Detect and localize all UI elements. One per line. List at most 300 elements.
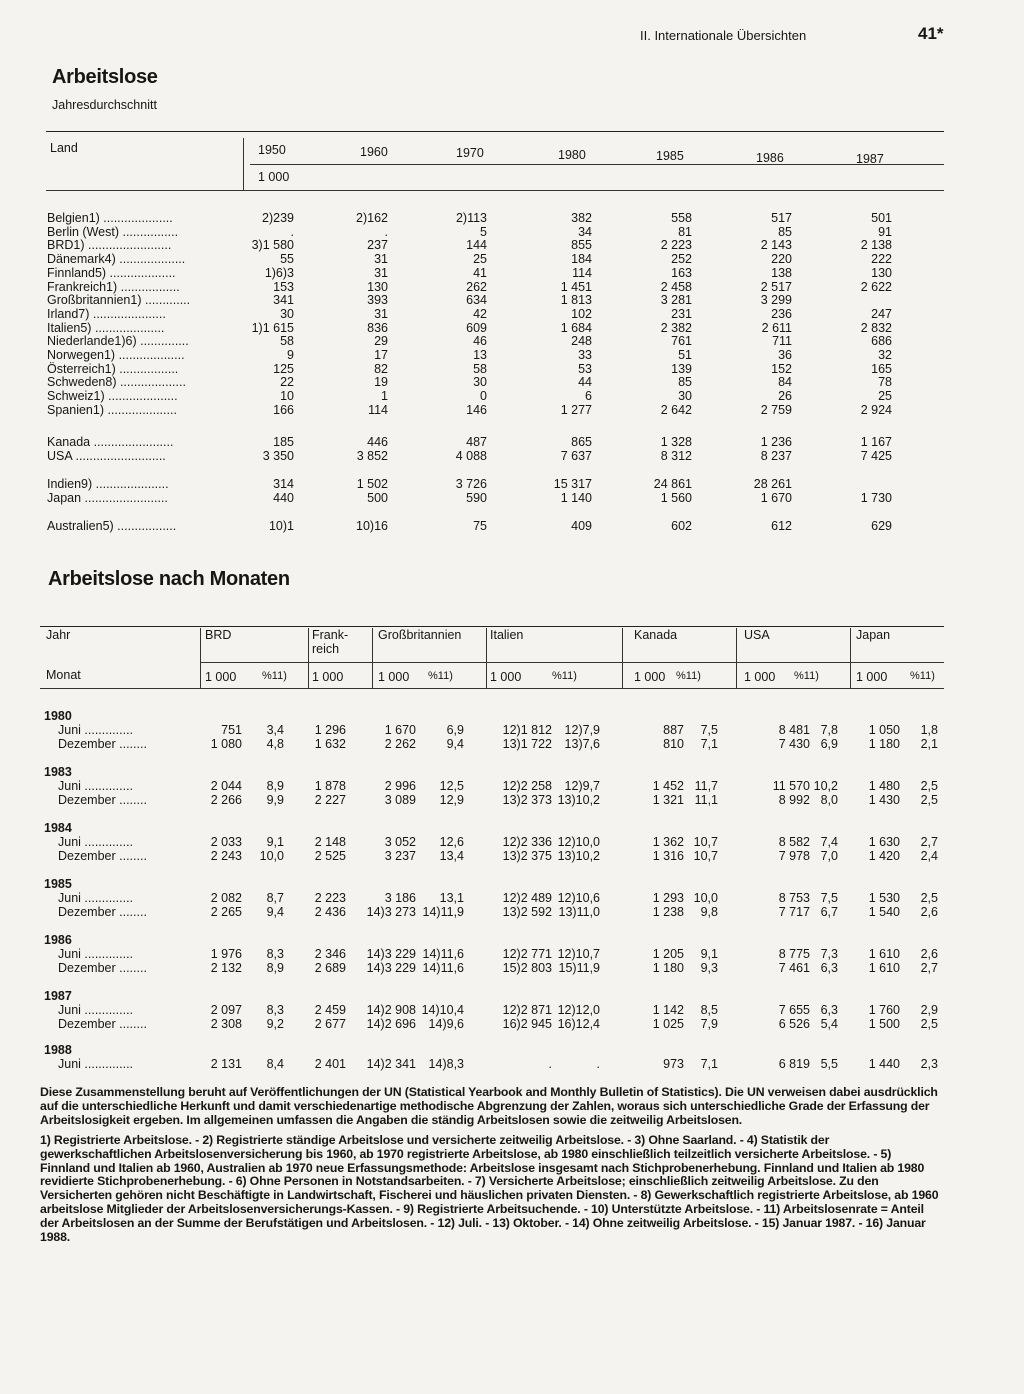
table1-cell: 46 [473,334,487,349]
table1-cell: 761 [671,334,692,349]
percent-unit-label: %11) [910,670,935,682]
footnote-list: 1) Registrierte Arbeitslose. - 2) Registrierte ständige Arbeitslose und versicherte zeitweilig Arbeitslose. - 3) Ohne Saarland. - 4) Statistik der gewerkschaftlichen Arbeitslosenversicherung bis 1960, ab 1970 registrierte Arbeitslose, ab 1980 einschließlich teilzeitlich versicherte Arbeitslose. - 5) Finnland und Italien ab 1960, Australien ab 1970 neue Erfassungsmethode: Arbeitslose insgesamt nach Stichprobenerhebung. Finnland und Italien ab 1980 revidierte Stichprobenerhebung. - 6) Ohne Personen in Notstandsarbeiten. - 7) Versicherte Arbeitslose; einschließlich zeitweilig Arbeitslose. Zu den Versicherten gehören nicht Beschäftigte in Landwirtschaft, Fischerei und häuslichen privaten Diensten. - 8) Gewerkschaftlich registrierte Arbeitslose, ab 1960 arbeitslose Mitglieder der Arbeitslosenversicherungs-Kassen. - 9) Registrierte Arbeitsuchende. - 10) Unterstützte Arbeitslose. - 11) Arbeitslosenrate = Anteil der Arbeitslosen an der Summe der Berufstätigen und Arbeitslosen. - 12) Juli. - 13) Oktober. - 14) Ohne zeitweilig Arbeitslose. - 15) Januar 1987. - 16) Januar 1988. [40,1132,939,1245]
table2-cell: 8,9 [266,960,284,975]
table2-cell: 2 262 [384,736,416,751]
table2-cell: 12)2 771 [502,947,552,961]
table2-cell: 751 [221,723,242,737]
table2-value-column [364,724,464,752]
table1-cell: 1 140 [560,490,592,505]
table1-cell: 34 [578,224,592,239]
table1-value-column [377,478,487,505]
table1-cell: 7 425 [860,448,892,463]
year-label: 1987 [44,989,72,1003]
table2-cell: 2 082 [210,891,242,905]
table2-cell: 1 180 [652,960,684,975]
table1-cell: 31 [374,265,388,280]
thousand-unit-label: 1 000 [378,670,410,684]
table1-cell: 609 [466,320,487,335]
table2-mid-rule [200,662,944,663]
table2-cell: 2,5 [920,891,938,905]
table1-cell: . [290,224,294,239]
table2-value-column [618,1004,718,1032]
table1-value-column [782,478,892,505]
table2-cell: 8 992 [778,792,810,807]
table1-cell: 114 [368,402,388,417]
table2-country-header: USA [744,628,770,642]
country-label: Niederlande1)6) .............. [47,334,189,349]
table2-cell: 2 689 [314,960,346,975]
table2-cell: 14)3 229 [366,960,416,975]
table1-cell: 2 458 [660,279,692,294]
table2-value-column [838,948,938,976]
table2-cell: 13)2 375 [502,848,552,863]
table1-value-column [582,478,692,505]
table2-cell: 7 655 [778,1003,810,1017]
country-label: Schweiz1) .................... [47,389,178,404]
percent-unit-label: %11) [676,670,701,682]
table1-cell: 33 [578,348,592,363]
table2-cell: 1 321 [652,792,684,807]
table1-cell: 51 [678,348,692,363]
table2-cell: 1 610 [868,960,900,975]
table2-cell: 3,4 [266,723,284,737]
table1-cell: . [384,224,388,239]
table1-cell: 262 [466,279,487,294]
table1-cell: 5 [480,224,487,239]
thousand-unit-label: 1 000 [205,670,237,684]
percent-unit-label: %11) [428,670,453,682]
country-label: Frankreich1) ................. [47,279,180,294]
table1-value-column [682,520,792,534]
table1-cell: 711 [772,334,792,349]
table1-cell: 612 [771,519,792,533]
table2-cell: 7,9 [700,1016,718,1031]
table1-cell: 165 [871,361,892,376]
table2-cell: 2 148 [314,835,346,849]
table2-cell: 11,1 [694,792,718,807]
table1-cell: 42 [473,306,487,321]
table2-cell: 13)11,0 [558,904,600,919]
table1-year-header: 1986 [756,150,784,165]
table2-cell: 8,7 [266,891,284,905]
table2-cell: 12)10,0 [557,835,600,849]
table1-cell: 29 [374,334,388,349]
table2-cell: 2 132 [210,960,242,975]
table2-cell: 14)11,9 [422,904,464,919]
table2-cell: 12)2 258 [502,779,552,793]
table2-cell: 1 420 [868,848,900,863]
country-label: Indien9) ..................... [47,478,169,491]
table1-cell: 2)162 [356,211,388,225]
month-label: Juni .............. [58,891,134,905]
table1-cell: 30 [678,389,692,404]
table1-header-bottom-rule [46,190,944,191]
table2-jahr-header: Jahr [46,628,71,642]
table1-cell [782,478,892,492]
table2-cell: 15)11,9 [558,960,600,975]
table1-cell: 139 [671,361,692,376]
table2-country-header: Frank- reich [312,628,349,656]
year-label: 1984 [44,821,72,835]
table2-cell: 2 265 [210,904,242,919]
table1-cell: 314 [273,477,294,491]
table1-cell: 2 382 [660,320,692,335]
country-label: Österreich1) ................. [47,361,179,376]
table2-value-column [618,892,718,920]
table1-cell: 247 [871,306,892,321]
table1-value-column [682,478,792,505]
percent-unit-label: %11) [262,670,287,682]
table1-cell: 3 852 [356,448,388,463]
table2-cell: 2 401 [314,1057,346,1071]
table2-cell: 10,7 [693,835,718,849]
table1-cell: 602 [671,519,692,533]
table1-cell: 446 [367,435,388,449]
table2-cell: 9,2 [266,1016,284,1031]
table1-cell: 44 [578,375,592,390]
table2-value-column [838,1058,938,1072]
table2-cell: 2,7 [920,835,938,849]
month-label: Dezember ........ [58,792,147,807]
table2-cell: 16)2 945 [502,1016,552,1031]
table1-title: Arbeitslose [52,66,158,88]
table1-cell: 22 [280,375,294,390]
table2-column-divider [850,628,851,688]
table2-value-column [364,948,464,976]
table1-value-column [482,520,592,534]
table2-cell: 7,1 [700,736,718,751]
table1-cell: 3 350 [262,448,294,463]
table2-value-column [838,780,938,808]
table2-cell: 13)7,6 [564,736,600,751]
table2-cell: 2 346 [314,947,346,961]
table2-cell: 13,1 [439,891,464,905]
table1-value-column [682,436,792,463]
table2-cell: 1 480 [868,779,900,793]
table2-cell: 14)9,6 [428,1016,464,1031]
table1-cell: 185 [273,435,294,449]
table2-cell: 887 [663,723,684,737]
month-label: Dezember ........ [58,904,147,919]
table1-value-column [782,212,892,418]
table2-cell: 2 243 [210,848,242,863]
table1-cell: 26 [778,389,792,404]
table2-cell: 3 237 [384,848,416,863]
table2-column-divider [486,628,487,688]
table1-value-column [582,520,692,534]
table1-cell: 31 [374,252,388,267]
table1-land-header: Land [50,141,78,155]
table2-value-column [838,892,938,920]
table1-subtitle: Jahresdurchschnitt [52,98,157,112]
country-label: Großbritannien1) ............. [47,293,191,308]
year-label: 1983 [44,765,72,779]
month-label: Juni .............. [58,1057,134,1071]
table2-cell: 9,9 [266,792,284,807]
table2-value-column [364,780,464,808]
table2-cell: 1 142 [652,1003,684,1017]
table1-cell: 865 [571,435,592,449]
table1-cell: 78 [878,375,892,390]
table2-country-header: BRD [205,628,232,642]
table1-cell: 2 759 [760,402,792,417]
table1-cell: 487 [466,435,487,449]
table2-cell: 12)2 489 [502,891,552,905]
table1-year-header: 1985 [656,149,684,163]
table2-cell: 8,0 [820,792,838,807]
table2-cell: 7 717 [778,904,810,919]
table2-cell: 9,3 [700,960,718,975]
country-label: Australien5) ................. [47,520,177,533]
table1-cell: 855 [571,238,592,253]
country-label: Belgien1) .................... [47,212,173,225]
thousand-unit-label: 1 000 [856,670,888,684]
table1-cell: 9 [287,348,294,363]
table2-cell: 7 978 [778,848,810,863]
table2-cell: 2 033 [210,835,242,849]
table1-cell: 341 [273,293,294,308]
table2-cell: 14)2 908 [366,1003,416,1017]
table2-cell: 12)10,6 [557,891,600,905]
table2-country-header: Großbritannien [378,628,462,642]
table2-cell: 6,9 [820,736,838,751]
table1-cell: 2 517 [760,279,792,294]
table1-value-column [782,436,892,463]
table2-cell: 10,0 [693,891,718,905]
table2-cell: 7,4 [820,835,838,849]
table2-cell: 12)10,7 [557,947,600,961]
table1-cell: 3 726 [455,477,487,491]
table2-cell: 12)7,9 [564,723,600,737]
table1-value-column [278,520,388,534]
thousand-unit-label: 1 000 [634,670,666,684]
table2-country-header: Kanada [634,628,678,642]
table2-value-column [364,836,464,864]
table2-cell: 12,6 [439,835,464,849]
table1-cell: 393 [367,293,388,308]
table1-cell: 2 622 [860,279,892,294]
table1-cell: 53 [578,361,592,376]
table2-cell: 1 080 [210,736,242,751]
table2-cell: 2 266 [210,792,242,807]
table1-cell: 1 813 [560,293,592,308]
table1-cell: 501 [871,211,892,225]
table2-cell: 8 753 [778,891,810,905]
table2-cell: 15)2 803 [502,960,552,975]
table2-cell: 12)2 336 [502,835,552,849]
table2-cell: 2,4 [920,848,938,863]
table2-value-column [838,836,938,864]
month-column [58,1058,133,1072]
table1-cell: 36 [778,348,792,363]
table2-cell: 2,7 [920,960,938,975]
month-column [58,724,147,752]
month-column [58,1004,147,1032]
table2-cell: 1 540 [868,904,900,919]
table2-cell: 5,5 [820,1057,838,1071]
table2-cell: 1 610 [868,947,900,961]
month-column [58,948,147,976]
table1-cell: 163 [671,265,692,280]
table1-cell: 1 167 [860,435,892,449]
table1-value-column [278,478,388,505]
table2-cell: 8,5 [700,1003,718,1017]
table1-cell: 10 [280,389,294,404]
table2-cell: 2,5 [920,1016,938,1031]
table2-cell: 1 878 [314,779,346,793]
country-label: Irland7) ..................... [47,306,166,321]
table1-cell: 8 312 [660,448,692,463]
table1-cell: 13 [473,348,487,363]
thousand-unit-label: 1 000 [744,670,776,684]
table2-cell: 2,9 [920,1003,938,1017]
table2-cell: 6,3 [820,960,838,975]
table2-country-header: Italien [490,628,524,642]
table2-cell: 10,0 [259,848,284,863]
table2-cell: 14)2 341 [366,1057,416,1071]
table1-cell: 91 [878,224,892,239]
month-column [58,780,147,808]
table2-value-column [618,780,718,808]
table1-cell: 248 [571,334,592,349]
month-label: Juni .............. [58,779,134,793]
table2-cell: 1 293 [652,891,684,905]
table2-cell: 7,8 [820,723,838,737]
table2-column-divider [736,628,737,688]
country-label: BRD1) ........................ [47,238,172,253]
table1-cell: 231 [671,306,692,321]
table1-cell: 31 [374,306,388,321]
table2-cell: 8,3 [266,947,284,961]
table1-value-column [278,212,388,418]
table1-value-column [482,436,592,463]
table2-cell: 12,5 [439,779,464,793]
table1-cell: 836 [367,320,388,335]
country-label: Schweden8) ................... [47,375,186,390]
table2-cell: 2 308 [210,1016,242,1031]
table1-value-column [377,212,487,418]
table1-cell: 222 [871,252,892,267]
table2-cell: 1 180 [868,736,900,751]
table2-cell: 1 976 [210,947,242,961]
table1-value-column [582,436,692,463]
table2-value-column [618,724,718,752]
month-label: Dezember ........ [58,1016,147,1031]
table1-cell: 3 299 [760,293,792,308]
table1-cell: 82 [374,361,388,376]
year-label: 1985 [44,877,72,891]
table1-value-column [682,212,792,418]
table2-cell: 14)11,6 [422,947,464,961]
table1-cell: 84 [778,375,792,390]
month-column [58,892,147,920]
table2-cell: 7,5 [700,723,718,737]
table1-cell: 85 [778,224,792,239]
table1-cell: 7 637 [560,448,592,463]
table1-cell: 440 [273,490,294,505]
table2-cell: 9,8 [700,904,718,919]
table1-cell: 144 [466,238,487,253]
table1-cell: 85 [678,375,692,390]
table2-cell: 7 430 [778,736,810,751]
table1-cell: 25 [473,252,487,267]
table2-cell: 2 131 [210,1057,242,1071]
table2-cell: 8 582 [778,835,810,849]
table1-cell: 81 [678,224,692,239]
table1-year-rule [250,164,944,165]
table1-value-column [377,520,487,534]
table1-cell: 2 832 [860,320,892,335]
table2-cell: 8 775 [778,947,810,961]
section-header: II. Internationale Übersichten [640,28,807,43]
table1-cell: 500 [367,490,388,505]
table1-cell: 1 670 [760,490,792,505]
table1-cell: 30 [280,306,294,321]
table2-cell: 13)2 592 [502,904,552,919]
page-number: 41* [918,24,944,43]
table1-year-header: 1960 [360,144,388,159]
country-label: USA .......................... [47,448,166,463]
table2-cell: 1 362 [652,835,684,849]
table1-cell: 8 237 [760,448,792,463]
table2-cell: 2 996 [384,779,416,793]
table2-cell: 7,0 [820,848,838,863]
percent-unit-label: %11) [552,670,577,682]
table1-cell: 184 [571,252,592,267]
table2-cell: 1 452 [652,779,684,793]
table2-cell: 9,1 [266,835,284,849]
table1-cell: 2 611 [761,320,792,335]
table1-cell: 1)6)3 [264,265,294,280]
table2-cell: 10,2 [813,779,838,793]
table1-cell: 1 502 [356,477,388,491]
table2-column-divider [372,628,373,688]
table2-cell: . [596,1057,600,1071]
table2-cell: 9,1 [700,947,718,961]
table2-cell: 1 050 [868,723,900,737]
table2-cell: 12)2 871 [502,1003,552,1017]
table2-cell: 2 044 [210,779,242,793]
table1-cell: 2)239 [262,211,294,225]
table2-cell: 1 630 [868,835,900,849]
table1-cell: 2 642 [660,402,692,417]
table2-cell: 2,6 [920,904,938,919]
table2-cell: 2 223 [314,891,346,905]
table2-cell: 7,1 [700,1057,718,1071]
table1-cell: 2 223 [660,238,692,253]
table2-cell: 13)10,2 [557,848,600,863]
table1-value-column [377,436,487,463]
table2-cell: 12)12,0 [557,1003,600,1017]
table2-column-divider [200,628,201,688]
table1-cell [782,294,892,308]
table2-cell: 2,5 [920,779,938,793]
table2-title: Arbeitslose nach Monaten [48,568,290,590]
table1-year-header: 1950 [258,143,286,157]
country-label: Berlin (West) ................ [47,224,179,239]
table1-year-header: 1980 [558,147,586,162]
table1-cell: 1 560 [660,490,692,505]
month-label: Dezember ........ [58,848,147,863]
table2-cell: 1 316 [652,848,684,863]
table1-cell: 146 [466,402,487,417]
table1-value-column [582,212,692,418]
country-label: Dänemark4) ................... [47,252,186,267]
table1-cell: 629 [871,519,892,533]
table1-cell: 686 [871,334,892,349]
table1-cell: 1 684 [560,320,592,335]
table2-cell: 2 227 [314,792,346,807]
